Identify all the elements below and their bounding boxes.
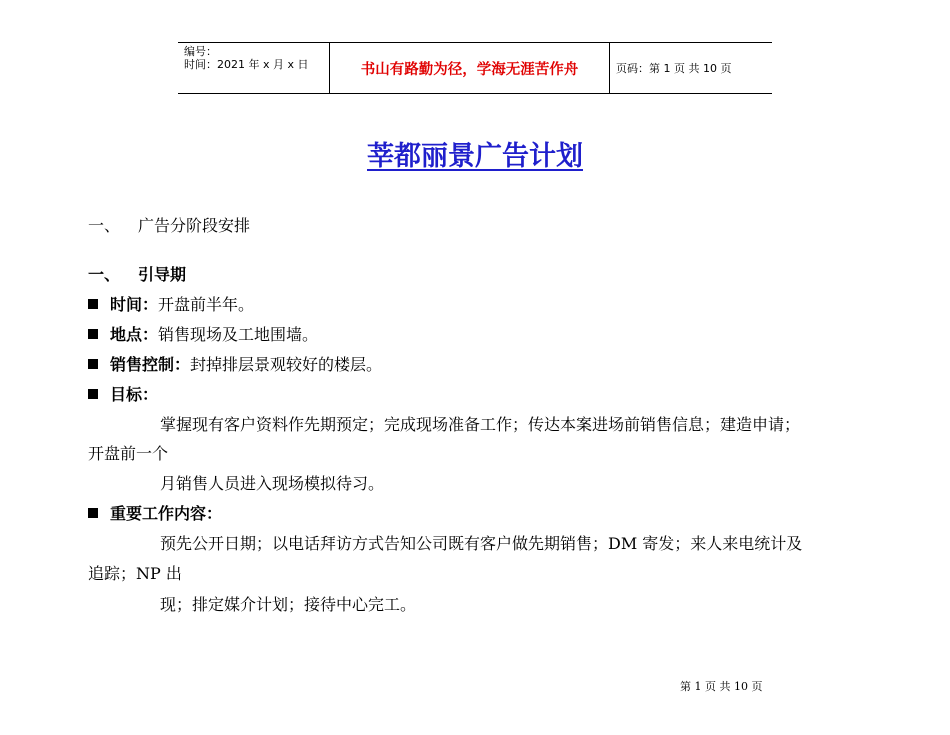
square-bullet-icon <box>88 299 98 309</box>
page-header <box>178 42 772 94</box>
work-text-line-1: 预先公开日期；以电话拜访方式告知公司既有客户做先期销售；DM 寄发；来人来电统计及 <box>160 534 803 553</box>
item-goal <box>88 382 158 405</box>
header-time: 时间：2021 年 x 月 x 日 <box>184 58 309 71</box>
section-number: 一、 <box>88 265 121 284</box>
header-meta <box>178 43 330 93</box>
item-label: 目标： <box>110 385 159 404</box>
item-sales-control <box>88 352 382 375</box>
section-text: 引导期 <box>138 265 187 284</box>
header-number: 编号： <box>184 45 217 58</box>
item-label: 地点： <box>110 325 159 344</box>
square-bullet-icon <box>88 389 98 399</box>
item-label: 时间： <box>110 295 159 314</box>
document-title[interactable]: 莘都丽景广告计划 <box>367 141 583 172</box>
header-page-info: 页码：第 1 页 共 10 页 <box>616 62 732 75</box>
item-place <box>88 322 318 345</box>
item-value: 封掉排层景观较好的楼层。 <box>190 355 383 374</box>
goal-text-line-2: 开盘前一个 <box>88 444 169 463</box>
section-number: 一、 <box>88 216 121 235</box>
square-bullet-icon <box>88 359 98 369</box>
work-text-line-2: 追踪；NP 出 <box>88 564 182 583</box>
square-bullet-icon <box>88 508 98 518</box>
item-work-content <box>88 501 222 524</box>
item-value: 开盘前半年。 <box>158 295 255 314</box>
section-heading-2 <box>88 262 186 285</box>
goal-text-line-3: 月销售人员进入现场模拟待习。 <box>160 474 385 493</box>
header-motto: 书山有路勤为径，学海无涯苦作舟 <box>330 43 610 93</box>
item-label: 重要工作内容： <box>110 504 223 523</box>
item-time <box>88 292 254 315</box>
item-label: 销售控制： <box>110 355 191 374</box>
item-value: 销售现场及工地围墙。 <box>158 325 319 344</box>
page-footer: 第 1 页 共 10 页 <box>680 680 763 693</box>
work-text-line-3: 现；排定媒介计划；接待中心完工。 <box>160 595 417 614</box>
section-heading-1 <box>88 213 250 236</box>
goal-text-line-1: 掌握现有客户资料作先期预定；完成现场准备工作；传达本案进场前销售信息；建造申请； <box>160 415 801 434</box>
section-text: 广告分阶段安排 <box>138 216 251 235</box>
square-bullet-icon <box>88 329 98 339</box>
